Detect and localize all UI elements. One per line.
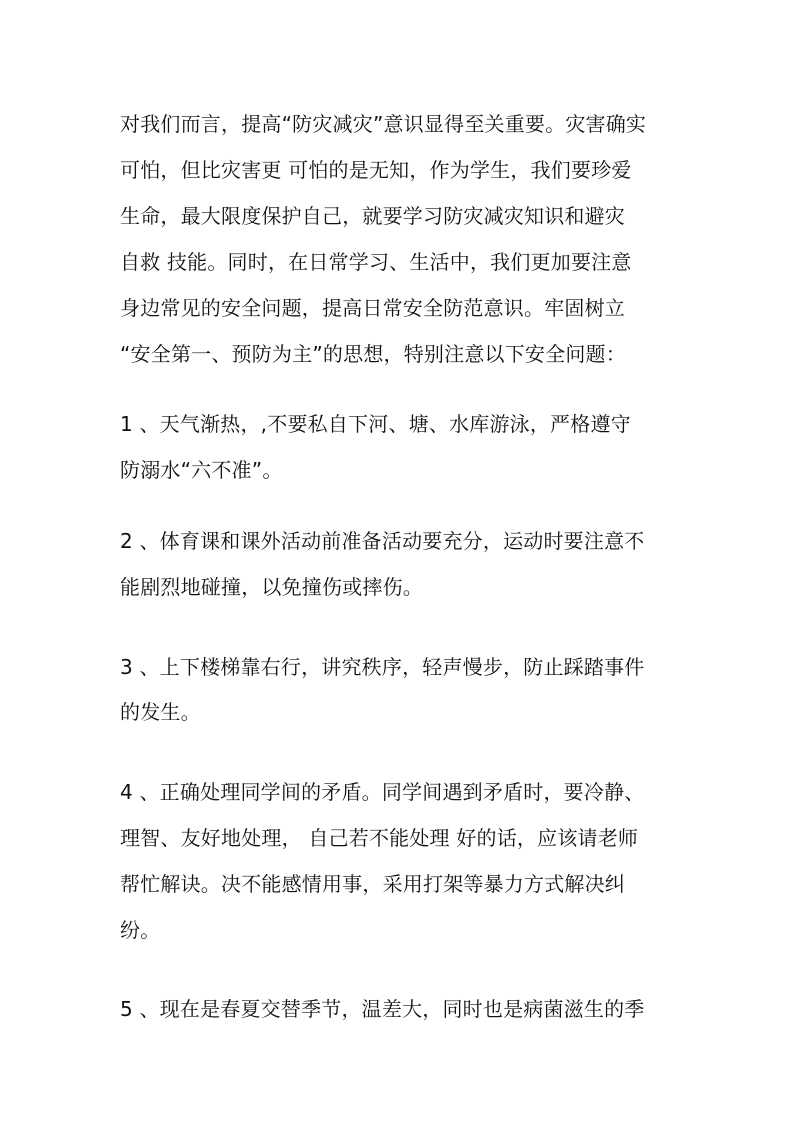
- item-1-line-2: 防溺水“六不准”。: [120, 458, 283, 482]
- item-4-line-4: 纷。: [120, 918, 161, 942]
- intro-line-6: “安全第一、预防为主”的思想，特别注意以下安全问题：: [120, 342, 626, 366]
- intro-line-1: 对我们而言，提高“防灾减灾”意识显得至关重要。灾害确实: [120, 112, 647, 136]
- item-3-line-1: 3 、上下楼梯靠右行，讲究秩序，轻声慢步，防止踩踏事件: [120, 655, 645, 679]
- item-5-line-1: 5 、现在是春夏交替季节，温差大，同时也是病菌滋生的季: [120, 997, 645, 1021]
- intro-line-4: 自救 技能。同时，在日常学习、生活中，我们更加要注意: [120, 250, 632, 274]
- item-1-line-1: 1 、天气渐热，,不要私自下河、塘、水库游泳，严格遵守: [120, 412, 631, 436]
- intro-line-5: 身边常见的安全问题，提高日常安全防范意识。牢固树立: [120, 296, 625, 320]
- item-4-line-3: 帮忙解诀。决不能感情用事，采用打架等暴力方式解决纠: [120, 872, 625, 896]
- item-2-line-2: 能剧烈地碰撞，以免撞伤或摔伤。: [120, 575, 423, 599]
- item-2-line-1: 2 、体育课和课外活动前准备活动要充分，运动时要注意不: [120, 529, 645, 553]
- item-3-line-2: 的发生。: [120, 700, 201, 724]
- intro-line-2: 可怕，但比灾害更 可怕的是无知，作为学生，我们要珍爱: [120, 158, 632, 182]
- item-4-line-2: 理智、友好地处理， 自己若不能处理 好的话，应该请老师: [120, 826, 639, 850]
- intro-line-3: 生命，最大限度保护自己，就要学习防灾减灾知识和避灾: [120, 204, 625, 228]
- item-4-line-1: 4 、正确处理同学间的矛盾。同学间遇到矛盾时，要冷静、: [120, 780, 645, 804]
